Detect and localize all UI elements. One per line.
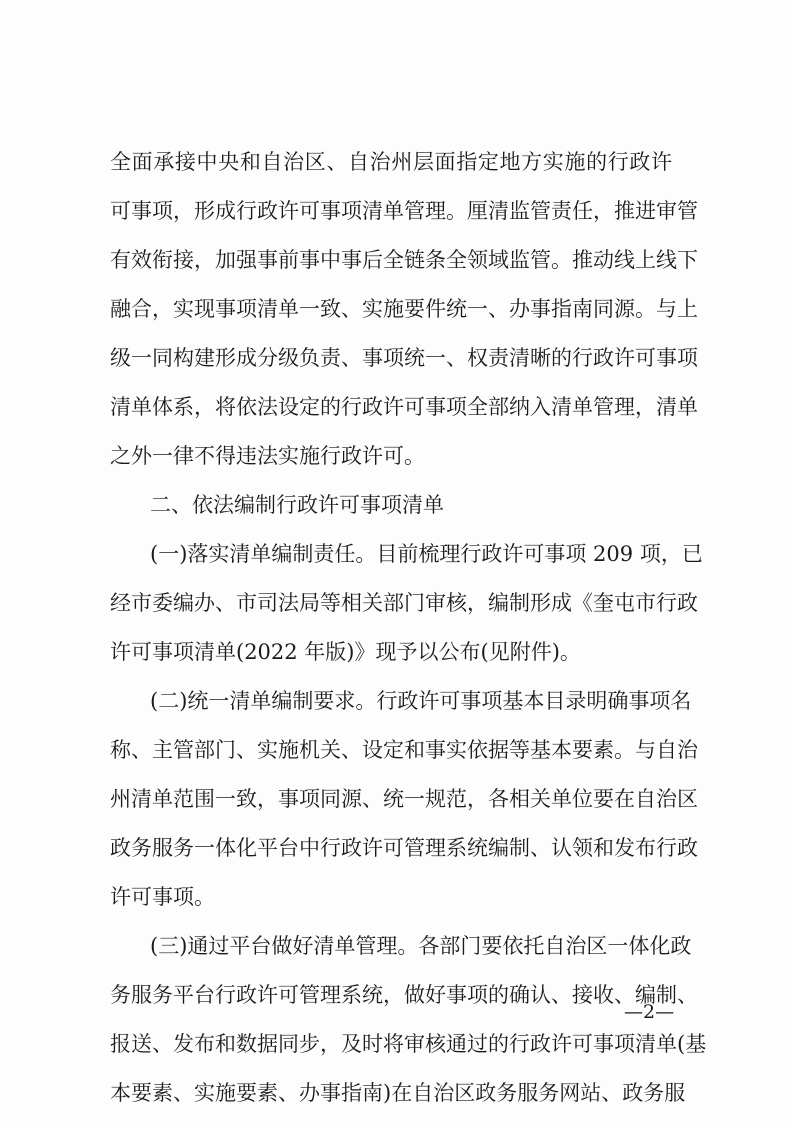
paragraph-line: 之外一律不得违法实施行政许可。 [110, 444, 425, 468]
paragraph-line: 许可事项清单(2022 年版)》现予以公布(见附件)。 [110, 640, 581, 664]
paragraph-line: 许可事项。 [110, 885, 215, 909]
paragraph-line: 报送、发布和数据同步，及时将审核通过的行政许可事项清单(基 [110, 1032, 707, 1056]
paragraph-line: 经市委编办、市司法局等相关部门审核，编制形成《奎屯市行政 [110, 591, 698, 615]
paragraph-line: 可事项，形成行政许可事项清单管理。厘清监管责任，推进审管 [110, 199, 698, 223]
paragraph-line: 务服务平台行政许可管理系统，做好事项的确认、接收、编制、 [110, 983, 698, 1007]
paragraph-line: (二)统一清单编制要求。行政许可事项基本目录明确事项名 [150, 689, 692, 713]
paragraph-line: 清单体系，将依法设定的行政许可事项全部纳入清单管理，清单 [110, 395, 698, 419]
paragraph-line: 全面承接中央和自治区、自治州层面指定地方实施的行政许 [110, 150, 672, 174]
paragraph-line: 有效衔接，加强事前事中事后全链条全领域监管。推动线上线下 [110, 248, 698, 272]
paragraph-line: 融合，实现事项清单一致、实施要件统一、办事指南同源。与上 [110, 297, 698, 321]
paragraph-line: 政务服务一体化平台中行政许可管理系统编制、认领和发布行政 [110, 836, 698, 860]
paragraph-line: (三)通过平台做好清单管理。各部门要依托自治区一体化政 [150, 934, 692, 958]
paragraph-line: 州清单范围一致，事项同源、统一规范，各相关单位要在自治区 [110, 787, 698, 811]
paragraph-line: 本要素、实施要素、办事指南)在自治区政务服务网站、政务服 [110, 1081, 686, 1105]
paragraph-line: 称、主管部门、实施机关、设定和事实依据等基本要素。与自治 [110, 738, 698, 762]
paragraph-line: (一)落实清单编制责任。目前梳理行政许可事项 209 项，已 [150, 542, 703, 566]
section-heading: 二、依法编制行政许可事项清单 [150, 493, 444, 517]
page-number: —2— [624, 1001, 675, 1023]
paragraph-line: 级一同构建形成分级负责、事项统一、权责清晰的行政许可事项 [110, 346, 698, 370]
